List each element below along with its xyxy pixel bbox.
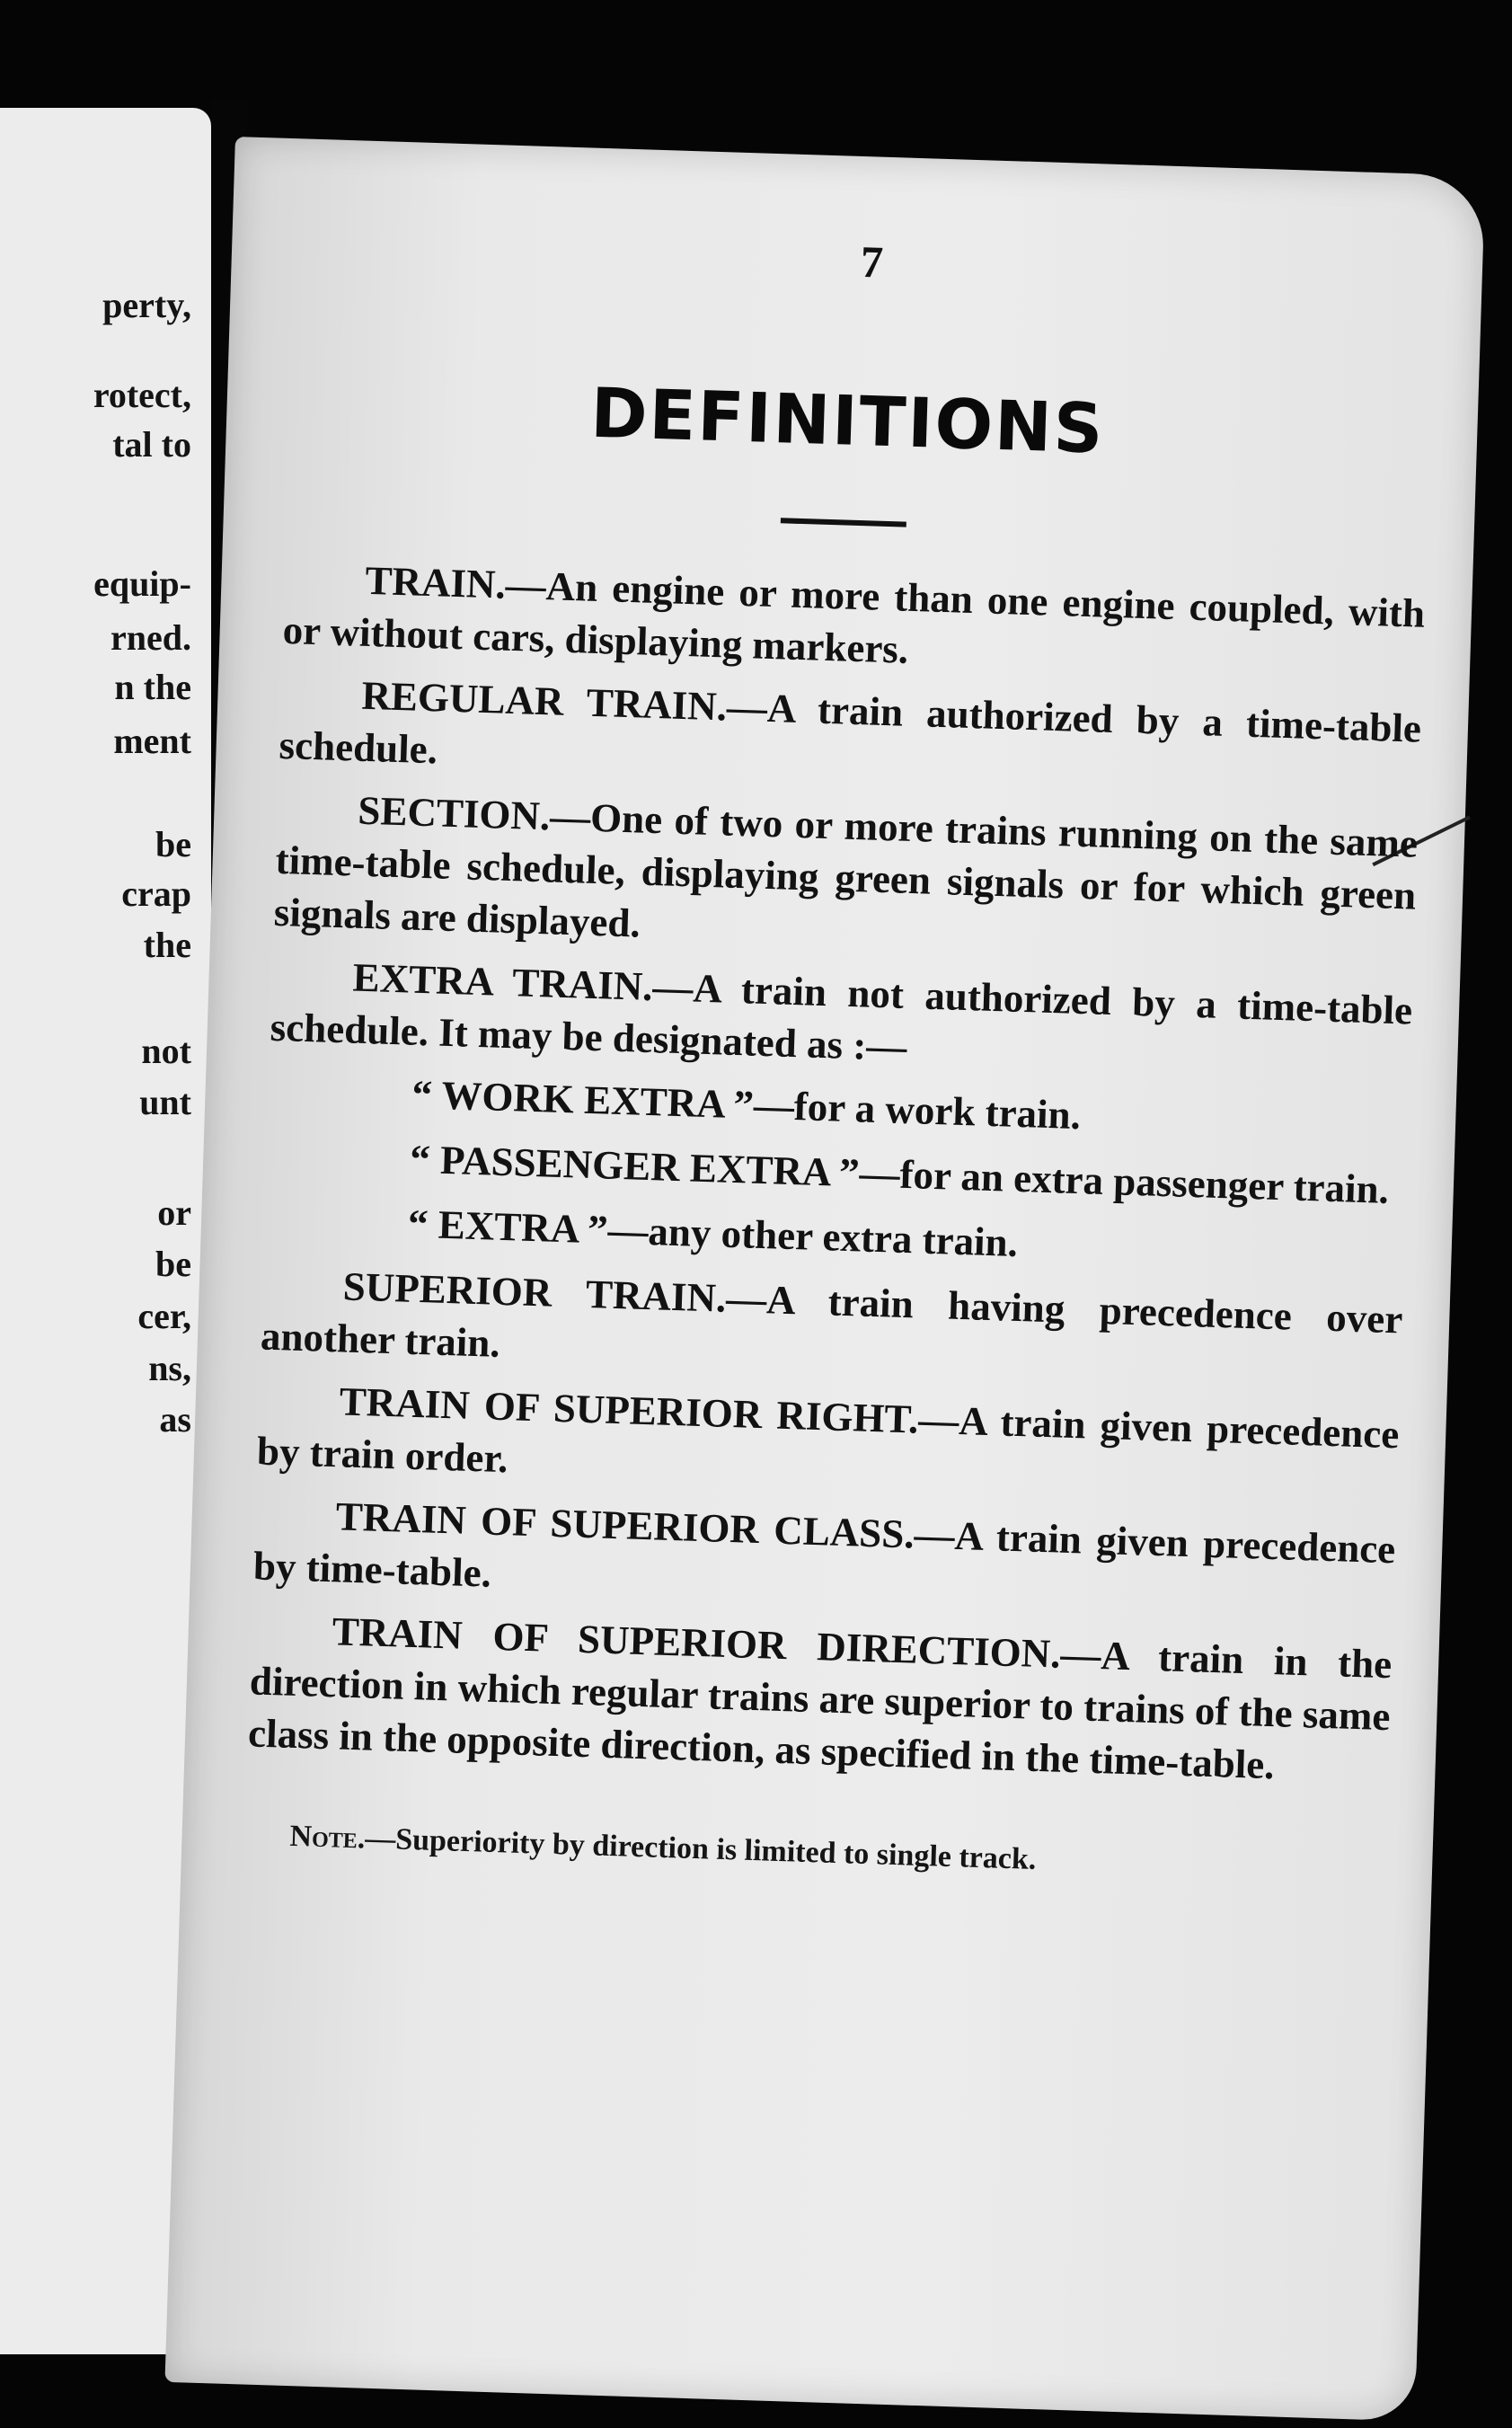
definition-term: SUPERIOR TRAIN. — [342, 1263, 728, 1321]
definition-text: —One of two or more trains running on the same time-table schedule, displaying green signals or for which green signals are displayed. — [273, 793, 1419, 946]
definition-term: SECTION. — [357, 787, 552, 839]
left-page-fragment: perty, — [102, 285, 191, 325]
definition-superior-right — [256, 1373, 1400, 1513]
definition-text: —A train given precedence by train order. — [256, 1396, 1401, 1482]
designation-term: “ WORK EXTRA ” — [411, 1071, 755, 1128]
left-page-fragment: ment — [113, 721, 191, 761]
definition-text: —A train authorized by a time-table schedule. — [278, 684, 1422, 773]
designation-term: “ EXTRA ” — [407, 1201, 609, 1253]
definition-term: TRAIN. — [364, 557, 507, 607]
left-page-fragment: rotect, — [93, 375, 191, 415]
page-number: 7 — [860, 235, 884, 288]
definition-extra-train — [270, 949, 1413, 1089]
left-page-fragment: or — [157, 1192, 191, 1233]
note-text: —Superiority by direction is limited to single track. — [364, 1821, 1037, 1876]
definition-text: —A train not authorized by a time-table schedule. It may be designated as :— — [270, 964, 1413, 1069]
left-page-fragment: be — [155, 824, 191, 864]
left-page-fragment: cer, — [137, 1296, 191, 1336]
note-label: Note. — [289, 1819, 366, 1856]
definition-term: TRAIN OF SUPERIOR DIRECTION. — [332, 1608, 1062, 1677]
title-rule — [781, 518, 906, 527]
definition-term: TRAIN OF SUPERIOR RIGHT. — [339, 1378, 920, 1442]
definition-superior-train — [260, 1258, 1403, 1398]
definition-term: EXTRA TRAIN. — [351, 954, 654, 1010]
footnote — [244, 1809, 1386, 1897]
designation-term: “ PASSENGER EXTRA ” — [409, 1136, 861, 1196]
definition-text: —A train given precedence by time-table. — [252, 1511, 1397, 1596]
left-page-fragment: not — [141, 1031, 191, 1071]
definition-term: REGULAR TRAIN. — [360, 672, 728, 730]
definition-superior-direction — [247, 1602, 1393, 1794]
left-page-fragment: the — [143, 925, 191, 965]
definitions-body — [244, 552, 1426, 1897]
definition-text: —A train having precedence over another train. — [260, 1275, 1404, 1366]
definition-text: —An engine or more than one engine coupled, with or without cars, displaying markers. — [281, 562, 1426, 672]
rule-book-page — [164, 137, 1485, 2421]
definition-train — [282, 552, 1426, 692]
left-page-fragment: unt — [139, 1082, 191, 1122]
left-page-fragment: be — [155, 1244, 191, 1284]
designation-text: —for an extra passenger train. — [858, 1150, 1390, 1212]
left-page-fragment: ns, — [148, 1348, 191, 1388]
definition-term: TRAIN OF SUPERIOR CLASS. — [335, 1493, 915, 1557]
left-page-fragment: n the — [114, 667, 191, 707]
definition-regular-train — [279, 667, 1422, 807]
left-page-fragment: rned. — [111, 617, 191, 658]
left-page-fragment: as — [159, 1399, 191, 1440]
definition-text: —A train in the direction in which regular trains are superior to trains of the same class in the opposite direction, as specified in the time-table. — [247, 1631, 1393, 1788]
page-title: DEFINITIONS — [589, 372, 1106, 469]
designation-text: —for a work train. — [753, 1082, 1082, 1139]
definition-superior-class — [252, 1487, 1396, 1627]
left-page-fragment: crap — [121, 873, 191, 914]
definition-section — [273, 782, 1419, 974]
left-page-fragment: tal to — [112, 424, 191, 465]
designation-text: —any other extra train. — [606, 1207, 1019, 1265]
left-page-fragment: equip- — [93, 563, 191, 604]
